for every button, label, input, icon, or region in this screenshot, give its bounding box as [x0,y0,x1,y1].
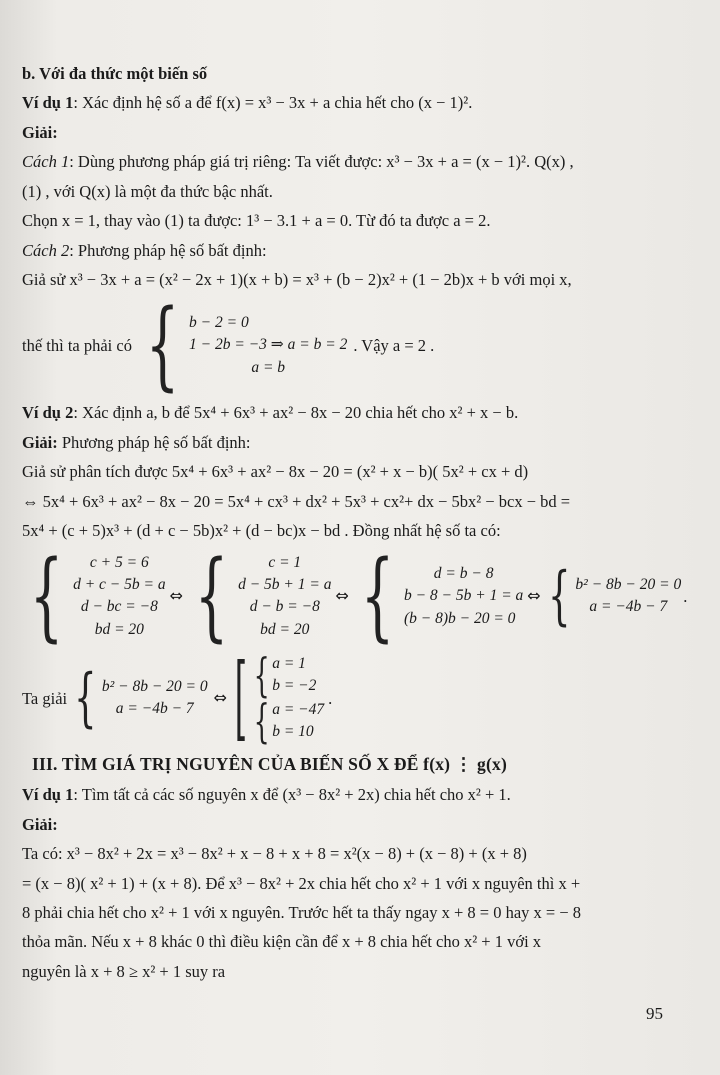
text-line: Ta có: x³ − 8x² + 2x = x³ − 8x² + x − 8 + x + 8 = x²(x − 8) + (x − 8) + (x + 8) [22,844,527,864]
brace-icon: { [145,289,180,402]
period: . [683,586,688,606]
equation: b² − 8b − 20 = 0 [101,678,208,696]
text-line: (1) , với Q(x) là một đa thức bậc nhất. [22,181,273,201]
text-line: thỏa mãn. Nếu x + 8 khác 0 thì điều kiện cần để x + 8 chia hết cho x² + 1 với x [22,932,542,952]
equation: b = −2 [272,677,317,695]
equation-system [71,661,208,736]
solution-system [253,694,325,749]
solution-line: Giải: Phương pháp hệ số bất định: [22,432,251,452]
equation: b = 10 [272,723,314,741]
example-3-statement: Ví dụ 1: Tìm tất cả các số nguyên x để (x³ − 8x² + 2x) chia hết cho x² + 1. [22,785,511,805]
brace-icon: { [360,540,395,653]
equation: a = 1 [272,655,306,673]
example-2-statement: Ví dụ 2: Xác định a, b để 5x⁴ + 6x³ + ax² − 8x − 20 chia hết cho x² + x − b. [22,403,519,423]
text-line: ⇔ 5x⁴ + 6x³ + ax² − 8x − 20 = 5x⁴ + cx³ + dx² + 5x³ + cx²+ dx − 5bx² − bcx − bd = [22,491,571,511]
equation-system [187,540,332,653]
equation-system [22,540,166,653]
brace-icon: { [74,661,97,736]
equation-chain [22,540,702,653]
brace-icon: { [29,540,64,653]
period: . [328,688,333,708]
brace-icon: { [194,540,229,653]
text-line: thế thì ta phải có [22,335,132,355]
equivalence-symbol: ⇔ [335,586,349,606]
equivalence-symbol: ⇔ [527,586,541,606]
solution-system [253,648,324,703]
page-content [22,62,702,989]
equation: (b − 8)b − 20 = 0 [403,609,516,627]
equation: b² − 8b − 20 = 0 [575,576,682,594]
equation: d + c − 5b = a [73,576,166,594]
text-line: Chọn x = 1, thay vào (1) ta được: 1³ − 3.1 + a = 0. Từ đó ta được a = 2. [22,211,491,231]
equation: a = −4b − 7 [115,700,194,718]
equation: c = 1 [268,553,302,571]
equation: d − bc = −8 [80,598,158,616]
solution-label: Giải: [22,122,58,142]
section-heading: III. TÌM GIÁ TRỊ NGUYÊN CỦA BIẾN SỐ X ĐỂ f(x) ⋮ g(x) [32,754,508,775]
equation: d − 5b + 1 = a [238,576,332,594]
text-line: = (x − 8)( x² + 1) + (x + 8). Để x³ − 8x² + 2x chia hết cho x² + 1 với x nguyên thì x + [22,873,581,893]
equation: b − 8 − 5b + 1 = a [403,587,524,605]
example-1-statement: Ví dụ 1: Xác định hệ số a để f(x) = x³ − 3x + a chia hết cho (x − 1)². [22,93,473,113]
equation: bd = 20 [260,620,310,638]
equation: a = −4b − 7 [589,598,668,616]
text-line: 8 phải chia hết cho x² + 1 với x nguyên. Trước hết ta thấy ngay x + 8 = 0 hay x = − 8 [22,903,582,923]
equation: 1 − 2b = −3 ⇒ a = b = 2 [189,336,348,354]
equation: a = −47 [272,701,325,719]
equation: a = b [251,358,286,376]
equation: bd = 20 [94,620,144,638]
text-line: nguyên là x + 8 ≥ x² + 1 suy ra [22,961,226,981]
page-number: 95 [646,1004,663,1023]
text-line: Giả sử x³ − 3x + a = (x² − 2x + 1)(x + b) = x³ + (b − 2)x² + (1 − 2b)x + b với mọi x, [22,269,572,289]
equation-system [353,540,524,653]
method-2: Cách 2: Phương pháp hệ số bất định: [22,240,267,260]
equation-system [545,559,682,634]
equation: b − 2 = 0 [189,313,249,331]
brace-icon: { [253,648,270,703]
brace-icon: { [547,559,571,634]
text-line: Ta giải [22,688,68,708]
equivalence-symbol: ⇔ [169,586,183,606]
method-1: Cách 1: Dùng phương pháp giá trị riêng: Ta viết được: x³ − 3x + a = (x − 1)². Q(x) , [22,152,574,172]
equivalence-symbol: ⇔ [213,688,228,708]
solution-label: Giải: [22,814,58,834]
equation-system [138,289,348,402]
equation-system-row [22,289,702,402]
equation: d − b = −8 [249,598,320,616]
solution-system-row [22,644,702,752]
subheading: b. Với đa thức một biến số [22,64,208,83]
conclusion: . Vậy a = 2 . [353,335,435,355]
equation: c + 5 = 6 [89,553,149,571]
text-line: 5x⁴ + (c + 5)x³ + (d + c − 5b)x² + (d − bc)x − bd . Đồng nhất hệ số ta có: [22,521,501,541]
text-line: Giả sử phân tích được 5x⁴ + 6x³ + ax² − 8x − 20 = (x² + x − b)( 5x² + cx + d) [22,462,529,482]
equation: d = b − 8 [433,564,494,582]
brace-icon: { [253,694,270,749]
square-bracket-icon: [ [234,644,248,752]
